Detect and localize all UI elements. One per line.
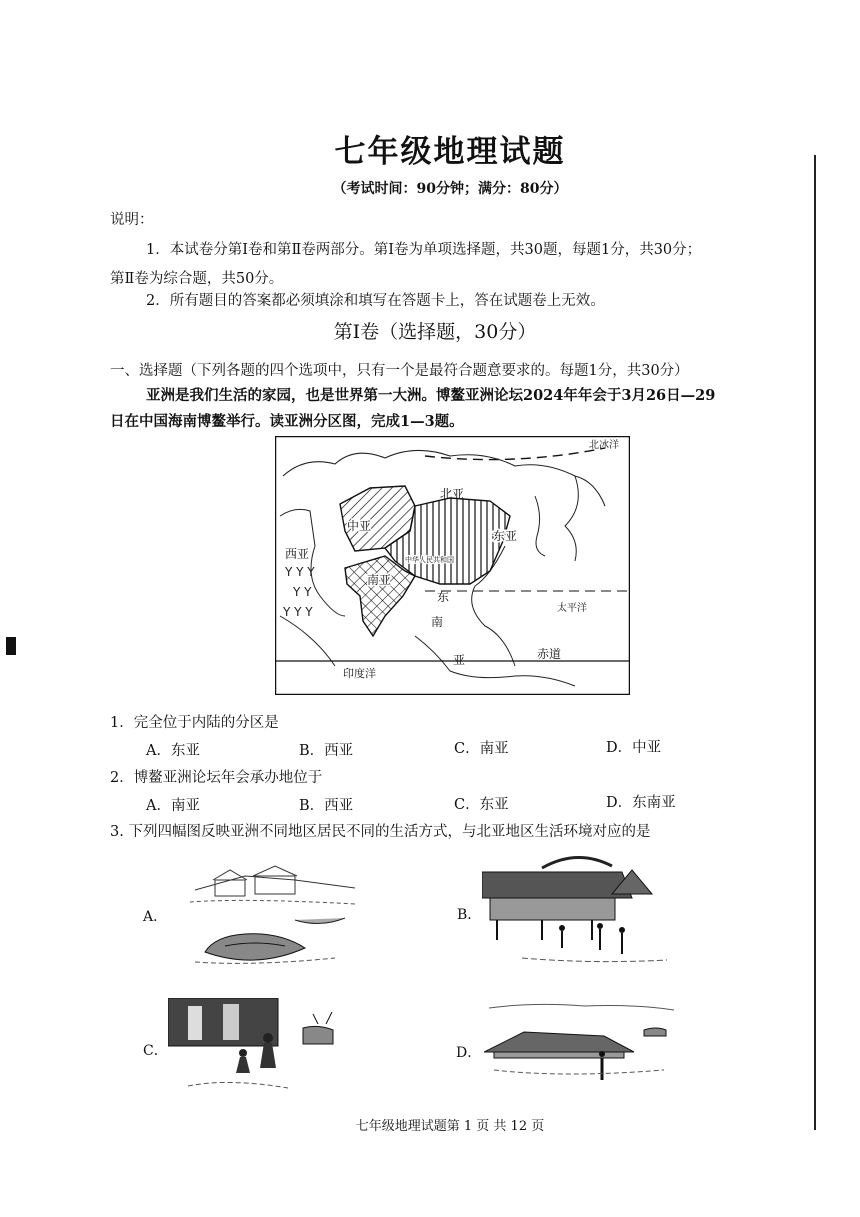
map-label-north-asia: 北亚 [440,487,465,501]
question-3-option-d[interactable]: D． [456,1045,482,1061]
question-2-option-a[interactable]: A．南亚 [146,798,200,814]
question-3-option-c[interactable]: C． [143,1043,168,1059]
map-label-west-asia: 西亚 [285,547,310,561]
exam-title: 七年级地理试题 [334,134,566,170]
instructions-heading: 说明： [110,212,154,228]
page-edge-rule [814,155,816,1130]
question-1-option-d[interactable]: D．中亚 [606,740,662,756]
question-1-option-b[interactable]: B．西亚 [299,743,354,759]
map-label-southeast-south: 南 [431,615,444,629]
stilt-house-illustration[interactable] [482,850,672,968]
part-heading: 一、选择题（下列各题的四个选项中，只有一个是最符合题意要求的。每题1分，共30分） [110,363,689,379]
question-3-option-b[interactable]: B． [457,907,482,923]
map-label-china: 中华人民共和国 [405,556,454,564]
intro-line-1: 亚洲是我们生活的家园，也是世界第一大洲。博鳌亚洲论坛2024年年会于3月26日—29 [146,387,716,404]
reindeer-illustration[interactable] [168,998,353,1093]
exam-subtitle: （考试时间：90分钟；满分：80分） [332,181,568,197]
instruction-item-2: 2．所有题目的答案都必须填涂和填写在答题卡上，答在试题卷上无效。 [146,293,605,309]
question-1-option-a[interactable]: A．东亚 [146,743,200,759]
svg-text:Y Y: Y Y [293,585,312,599]
question-3-stem: 3. 下列四幅图反映亚洲不同地区居民不同的生活方式，与北亚地区生活环境对应的是 [110,824,651,840]
registration-mark [6,637,16,655]
section-title: 第Ⅰ卷（选择题，30分） [333,321,537,343]
question-1-option-c[interactable]: C．南亚 [454,741,509,757]
question-1-stem: 1．完全位于内陆的分区是 [110,715,279,731]
question-2-option-c[interactable]: C．东亚 [454,797,509,813]
svg-text:Y Y Y: Y Y Y [283,605,313,619]
map-label-central-asia: 中亚 [347,519,372,533]
asia-regions-map [275,436,630,695]
svg-text:Y Y Y: Y Y Y [285,565,315,579]
water-village-illustration[interactable] [185,862,365,970]
map-label-pacific: 太平洋 [557,603,587,614]
instruction-item-1-line-1: 1．本试卷分第Ⅰ卷和第Ⅱ卷两部分。第Ⅰ卷为单项选择题，共30题，每题1分，共30分； [146,242,702,258]
intro-line-2: 日在中国海南博鳌举行。读亚洲分区图，完成1—3题。 [110,413,464,430]
map-label-equator: 赤道 [537,647,562,661]
map-label-southeast-asia: 亚 [453,653,466,667]
map-label-southeast-east: 东 [437,590,450,604]
question-2-option-d[interactable]: D．东南亚 [606,795,676,811]
question-3-option-a[interactable]: A． [143,909,168,925]
herdsman-camp-illustration[interactable] [484,1000,679,1088]
page-footer: 七年级地理试题第 1 页 共 12 页 [355,1119,545,1134]
question-2-stem: 2．博鳌亚洲论坛年会承办地位于 [110,770,323,786]
question-2-option-b[interactable]: B．西亚 [299,798,354,814]
map-label-south-asia: 南亚 [367,573,392,587]
map-label-east-asia: 东亚 [493,529,518,543]
map-label-indian-ocean: 印度洋 [343,667,376,680]
instruction-item-1-line-2: 第Ⅱ卷为综合题，共50分。 [110,271,284,287]
map-label-arctic: 北冰洋 [589,440,619,451]
